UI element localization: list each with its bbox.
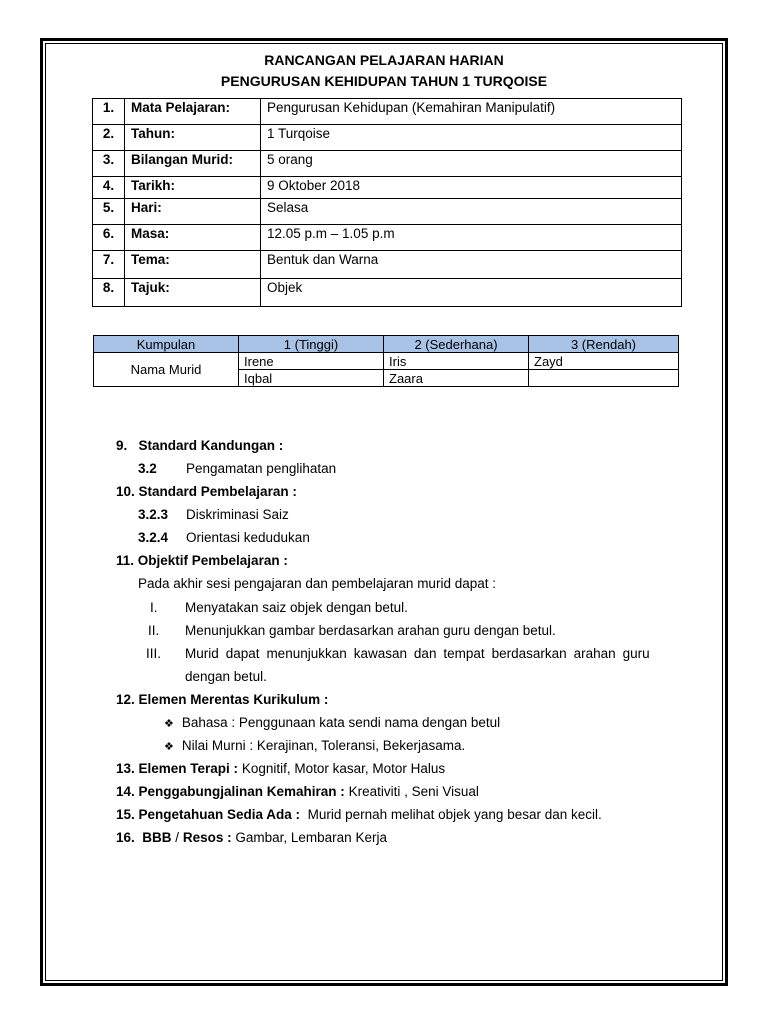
row-number: 7. — [93, 251, 125, 279]
row-number: 6. — [93, 225, 125, 251]
row-number: 3. — [93, 151, 125, 177]
row-label: Masa: — [125, 225, 261, 251]
row-label: Hari: — [125, 199, 261, 225]
list-item — [138, 461, 336, 476]
item-text: Menyatakan saiz objek dengan betul. — [185, 600, 408, 615]
roman-numeral: I. — [150, 600, 158, 615]
row-label: Tajuk: — [125, 279, 261, 307]
table-row — [93, 279, 682, 307]
section-heading: 13. Elemen Terapi : — [116, 761, 239, 776]
student-name: Irene — [239, 353, 384, 370]
list-item — [164, 715, 500, 730]
row-number: 1. — [93, 99, 125, 125]
table-row — [93, 225, 682, 251]
roman-numeral: II. — [148, 623, 160, 638]
document-subtitle: PENGURUSAN KEHIDUPAN TAHUN 1 TURQOISE — [220, 73, 548, 89]
item-text: Diskriminasi Saiz — [186, 507, 289, 522]
row-value: Objek — [261, 279, 682, 307]
column-header: 2 (Sederhana) — [384, 336, 529, 353]
section-heading: 12. Elemen Merentas Kurikulum : — [116, 692, 329, 707]
section-text: Kreativiti , Seni Visual — [348, 784, 479, 799]
list-item — [146, 646, 650, 661]
row-label: Bilangan Murid: — [125, 151, 261, 177]
item-code: 3.2 — [138, 461, 157, 476]
table-row — [93, 125, 682, 151]
item-text: Nilai Murni : Kerajinan, Toleransi, Bekerjasama. — [181, 738, 466, 753]
column-header: 3 (Rendah) — [529, 336, 679, 353]
row-label: Tema: — [125, 251, 261, 279]
item-text: Menunjukkan gambar berdasarkan arahan guru dengan betul. — [185, 623, 556, 638]
section-heading: 16. BBB — [116, 830, 172, 845]
section-line — [116, 807, 602, 822]
row-number: 2. — [93, 125, 125, 151]
row-value: Pengurusan Kehidupan (Kemahiran Manipulatif) — [261, 99, 682, 125]
row-label: Tarikh: — [125, 177, 261, 199]
student-name: Zaara — [384, 370, 529, 387]
table-row — [93, 199, 682, 225]
item-code: 3.2.3 — [138, 507, 169, 522]
section-slash: / — [175, 830, 180, 845]
section-text: Gambar, Lembaran Kerja — [235, 830, 387, 845]
item-code: 3.2.4 — [138, 530, 169, 545]
section-line — [116, 761, 445, 776]
student-name: Iqbal — [239, 370, 384, 387]
roman-numeral: III. — [146, 646, 162, 661]
section-text: Kognitif, Motor kasar, Motor Halus — [241, 761, 446, 776]
row-label: Tahun: — [125, 125, 261, 151]
section-heading: Resos : — [182, 830, 232, 845]
table-row — [93, 99, 682, 125]
list-item — [164, 738, 465, 753]
table-row — [93, 177, 682, 199]
row-value: 5 orang — [261, 151, 682, 177]
section-heading: 9. Standard Kandungan : — [116, 438, 284, 453]
section-text: Murid pernah melihat objek yang besar dan kecil. — [307, 807, 602, 822]
section-intro: Pada akhir sesi pengajaran dan pembelajaran murid dapat : — [138, 576, 496, 591]
table-header-row — [94, 336, 679, 353]
item-text: Pengamatan penglihatan — [186, 461, 337, 476]
student-group-table — [93, 335, 679, 387]
row-value: 12.05 p.m – 1.05 p.m — [261, 225, 682, 251]
section-heading: 14. Penggabungjalinan Kemahiran : — [116, 784, 345, 799]
student-name: Iris — [384, 353, 529, 370]
lesson-info-table — [92, 98, 682, 307]
table-row — [94, 353, 679, 370]
row-value: 1 Turqoise — [261, 125, 682, 151]
item-text: Bahasa : Penggunaan kata sendi nama dengan betul — [181, 715, 501, 730]
row-number: 8. — [93, 279, 125, 307]
student-name — [529, 370, 679, 387]
document-title: RANCANGAN PELAJARAN HARIAN — [264, 52, 504, 68]
section-line — [116, 784, 479, 799]
section-heading: 15. Pengetahuan Sedia Ada : — [116, 807, 301, 822]
section-line — [116, 830, 387, 845]
list-item — [148, 623, 556, 638]
item-text-continued: dengan betul. — [185, 669, 267, 684]
row-number: 4. — [93, 177, 125, 199]
item-text: Murid dapat menunjukkan kawasan dan tempat berdasarkan arahan guru — [185, 646, 650, 661]
column-header: 1 (Tinggi) — [239, 336, 384, 353]
diamond-bullet-icon: ❖ — [164, 741, 174, 753]
list-item — [138, 530, 310, 545]
row-label: Mata Pelajaran: — [125, 99, 261, 125]
row-value: Selasa — [261, 199, 682, 225]
table-row — [93, 151, 682, 177]
list-item — [138, 507, 289, 522]
row-value: 9 Oktober 2018 — [261, 177, 682, 199]
section-heading: 11. Objektif Pembelajaran : — [116, 553, 288, 568]
row-label: Nama Murid — [94, 353, 239, 387]
row-value: Bentuk dan Warna — [261, 251, 682, 279]
row-number: 5. — [93, 199, 125, 225]
column-header: Kumpulan — [94, 336, 239, 353]
table-row — [93, 251, 682, 279]
item-text: Orientasi kedudukan — [186, 530, 310, 545]
student-name: Zayd — [529, 353, 679, 370]
diamond-bullet-icon: ❖ — [164, 718, 174, 730]
list-item — [150, 600, 408, 615]
section-heading: 10. Standard Pembelajaran : — [116, 484, 297, 499]
